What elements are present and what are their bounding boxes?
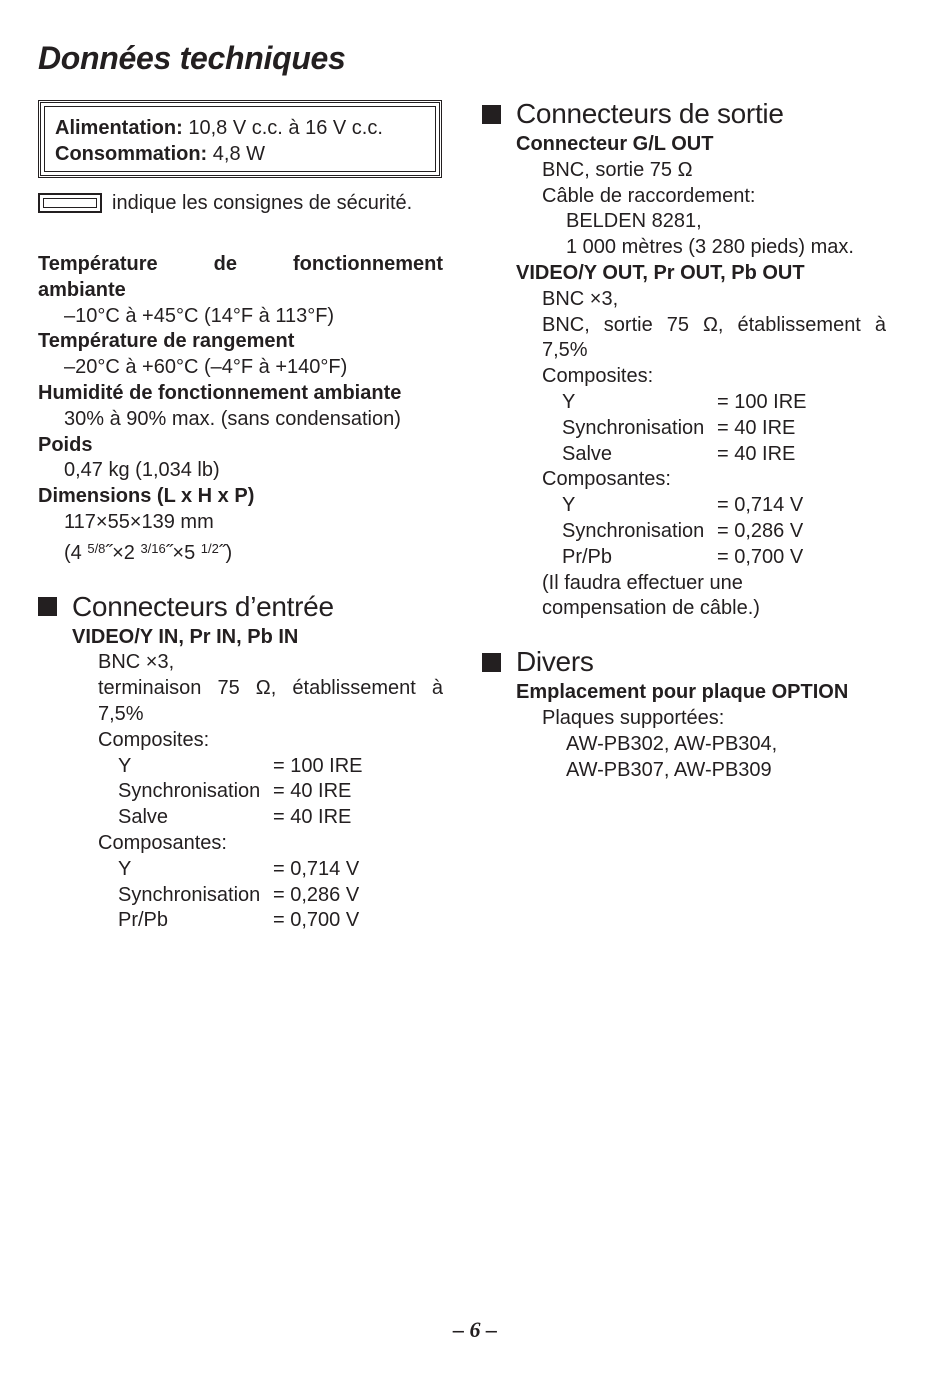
op-temp-label-1: Température de fonctionnement: [38, 253, 443, 275]
power-supply-value: 10,8 V c.c. à 16 V c.c.: [188, 117, 383, 139]
row-value: = 0,714 V: [273, 857, 360, 880]
gl-cable: Câble de raccordement:: [542, 184, 756, 207]
power-consumption-value: 4,8 W: [212, 143, 266, 165]
gl-out-subheading: Connecteur G/L OUT: [516, 133, 714, 155]
dim-fraction: 1/2: [200, 540, 219, 556]
row-key: Synchronisation: [562, 416, 705, 439]
power-supply-line: [55, 115, 425, 141]
output-note-2: compensation de câble.): [542, 597, 760, 620]
output-sortie-2: 7,5%: [542, 339, 588, 362]
storage-temp-label: Température de rangement: [38, 330, 295, 353]
row-key: Y: [562, 494, 576, 517]
output-composites-table: [542, 390, 892, 467]
page-title: Données techniques: [38, 40, 346, 76]
row-value: = 0,286 V: [273, 883, 360, 906]
output-components-label: Composantes:: [542, 468, 671, 491]
row-key: Synchronisation: [118, 780, 261, 803]
dimensions-label: Dimensions (L x H x P): [38, 485, 255, 508]
dim-part: ˝×5: [165, 541, 201, 564]
section-heading: [38, 589, 443, 625]
input-term-1: terminaison 75 Ω, établissement à: [98, 677, 443, 700]
plates-label: Plaques supportées:: [542, 706, 725, 729]
gl-bnc: BNC, sortie 75 Ω: [542, 158, 693, 181]
row-value: = 40 IRE: [717, 442, 796, 465]
output-components-table: [542, 493, 892, 570]
storage-temp-value: –20°C à +60°C (–4°F à +140°F): [64, 356, 348, 379]
page-number: – 6 –: [453, 1317, 497, 1342]
dimensions-inches: [38, 536, 443, 567]
table-row: [118, 779, 443, 805]
dim-part: ˝): [218, 541, 233, 564]
table-row: [562, 493, 892, 519]
row-key: Synchronisation: [118, 883, 261, 906]
input-bnc: BNC ×3,: [98, 651, 175, 674]
row-key: Y: [562, 390, 576, 413]
input-heading: Connecteurs d’entrée: [72, 590, 334, 622]
table-row: [118, 908, 443, 934]
video-out-body: [482, 287, 892, 622]
dim-fraction: 3/16: [140, 540, 166, 556]
dim-fraction: 5/8: [87, 540, 106, 556]
op-temp-value: –10°C à +45°C (14°F à 113°F): [64, 304, 335, 327]
table-row: [562, 390, 892, 416]
table-row: [562, 442, 892, 468]
op-temp-label-2: ambiante: [38, 278, 126, 301]
power-box: [38, 100, 442, 178]
output-connectors-section: [482, 96, 892, 622]
row-key: Pr/Pb: [562, 545, 613, 568]
dimensions-value: 117×55×139 mm: [64, 510, 214, 533]
row-key: Salve: [562, 442, 613, 465]
right-column: [482, 96, 892, 783]
gl-out-body: [482, 158, 892, 261]
output-composites-label: Composites:: [542, 365, 654, 388]
safety-note: [38, 190, 443, 216]
table-row: [118, 883, 443, 909]
plates-line-1: AW-PB302, AW-PB304,: [566, 732, 778, 755]
row-value: = 40 IRE: [273, 806, 352, 829]
input-composites-label: Composites:: [98, 728, 210, 751]
left-column: [38, 100, 443, 934]
power-consumption-line: [55, 141, 425, 167]
row-key: Salve: [118, 806, 169, 829]
input-components-table: [98, 857, 443, 934]
input-connectors-section: [38, 589, 443, 935]
dim-part: ˝×2: [105, 541, 141, 564]
input-composites-table: [98, 754, 443, 831]
table-row: [562, 519, 892, 545]
weight-label: Poids: [38, 433, 93, 456]
row-value: = 100 IRE: [273, 754, 363, 777]
general-specs: [38, 252, 443, 567]
row-key: Y: [118, 754, 132, 777]
row-key: Pr/Pb: [118, 909, 169, 932]
table-row: [562, 416, 892, 442]
safety-symbol-icon: [38, 193, 102, 213]
plates-line-2: AW-PB307, AW-PB309: [566, 758, 772, 781]
table-row: [118, 857, 443, 883]
section-heading: [482, 644, 892, 680]
section-bullet-icon: [482, 653, 501, 672]
gl-length: 1 000 mètres (3 280 pieds) max.: [566, 236, 854, 259]
output-note-1: (Il faudra effectuer une: [542, 571, 743, 594]
misc-body: [482, 706, 892, 783]
humidity-label: Humidité de fonctionnement ambiante: [38, 381, 402, 404]
row-value: = 100 IRE: [717, 390, 807, 413]
section-bullet-icon: [38, 597, 57, 616]
output-sortie-1: BNC, sortie 75 Ω, établissement à: [542, 313, 886, 336]
power-consumption-label: Consommation:: [55, 143, 208, 165]
row-value: = 40 IRE: [273, 780, 352, 803]
table-row: [118, 805, 443, 831]
humidity-value: 30% à 90% max. (sans condensation): [64, 407, 401, 430]
row-key: Y: [118, 857, 132, 880]
misc-section: [482, 644, 892, 783]
row-value: = 0,286 V: [717, 519, 804, 542]
section-bullet-icon: [482, 105, 501, 124]
row-value: = 0,714 V: [717, 494, 804, 517]
output-heading: Connecteurs de sortie: [516, 98, 784, 129]
table-row: [562, 545, 892, 571]
row-value: = 0,700 V: [273, 909, 360, 932]
weight-value: 0,47 kg (1,034 lb): [64, 459, 220, 482]
dim-part: (4: [64, 541, 88, 564]
misc-heading: Divers: [516, 646, 594, 678]
video-out-subheading: VIDEO/Y OUT, Pr OUT, Pb OUT: [516, 261, 805, 284]
table-row: [118, 754, 443, 780]
row-value: = 40 IRE: [717, 416, 796, 439]
input-subheading: VIDEO/Y IN, Pr IN, Pb IN: [72, 625, 299, 648]
output-bnc: BNC ×3,: [542, 287, 619, 310]
input-term-2: 7,5%: [98, 702, 144, 725]
input-components-label: Composantes:: [98, 831, 227, 854]
gl-belden: BELDEN 8281,: [566, 210, 702, 233]
row-key: Synchronisation: [562, 519, 705, 542]
safety-note-text: indique les consignes de sécurité.: [112, 192, 413, 214]
misc-subheading: Emplacement pour plaque OPTION: [516, 681, 849, 704]
input-body: [38, 650, 443, 934]
section-heading: [482, 96, 892, 132]
row-value: = 0,700 V: [717, 545, 804, 568]
power-supply-label: Alimentation:: [55, 117, 183, 139]
